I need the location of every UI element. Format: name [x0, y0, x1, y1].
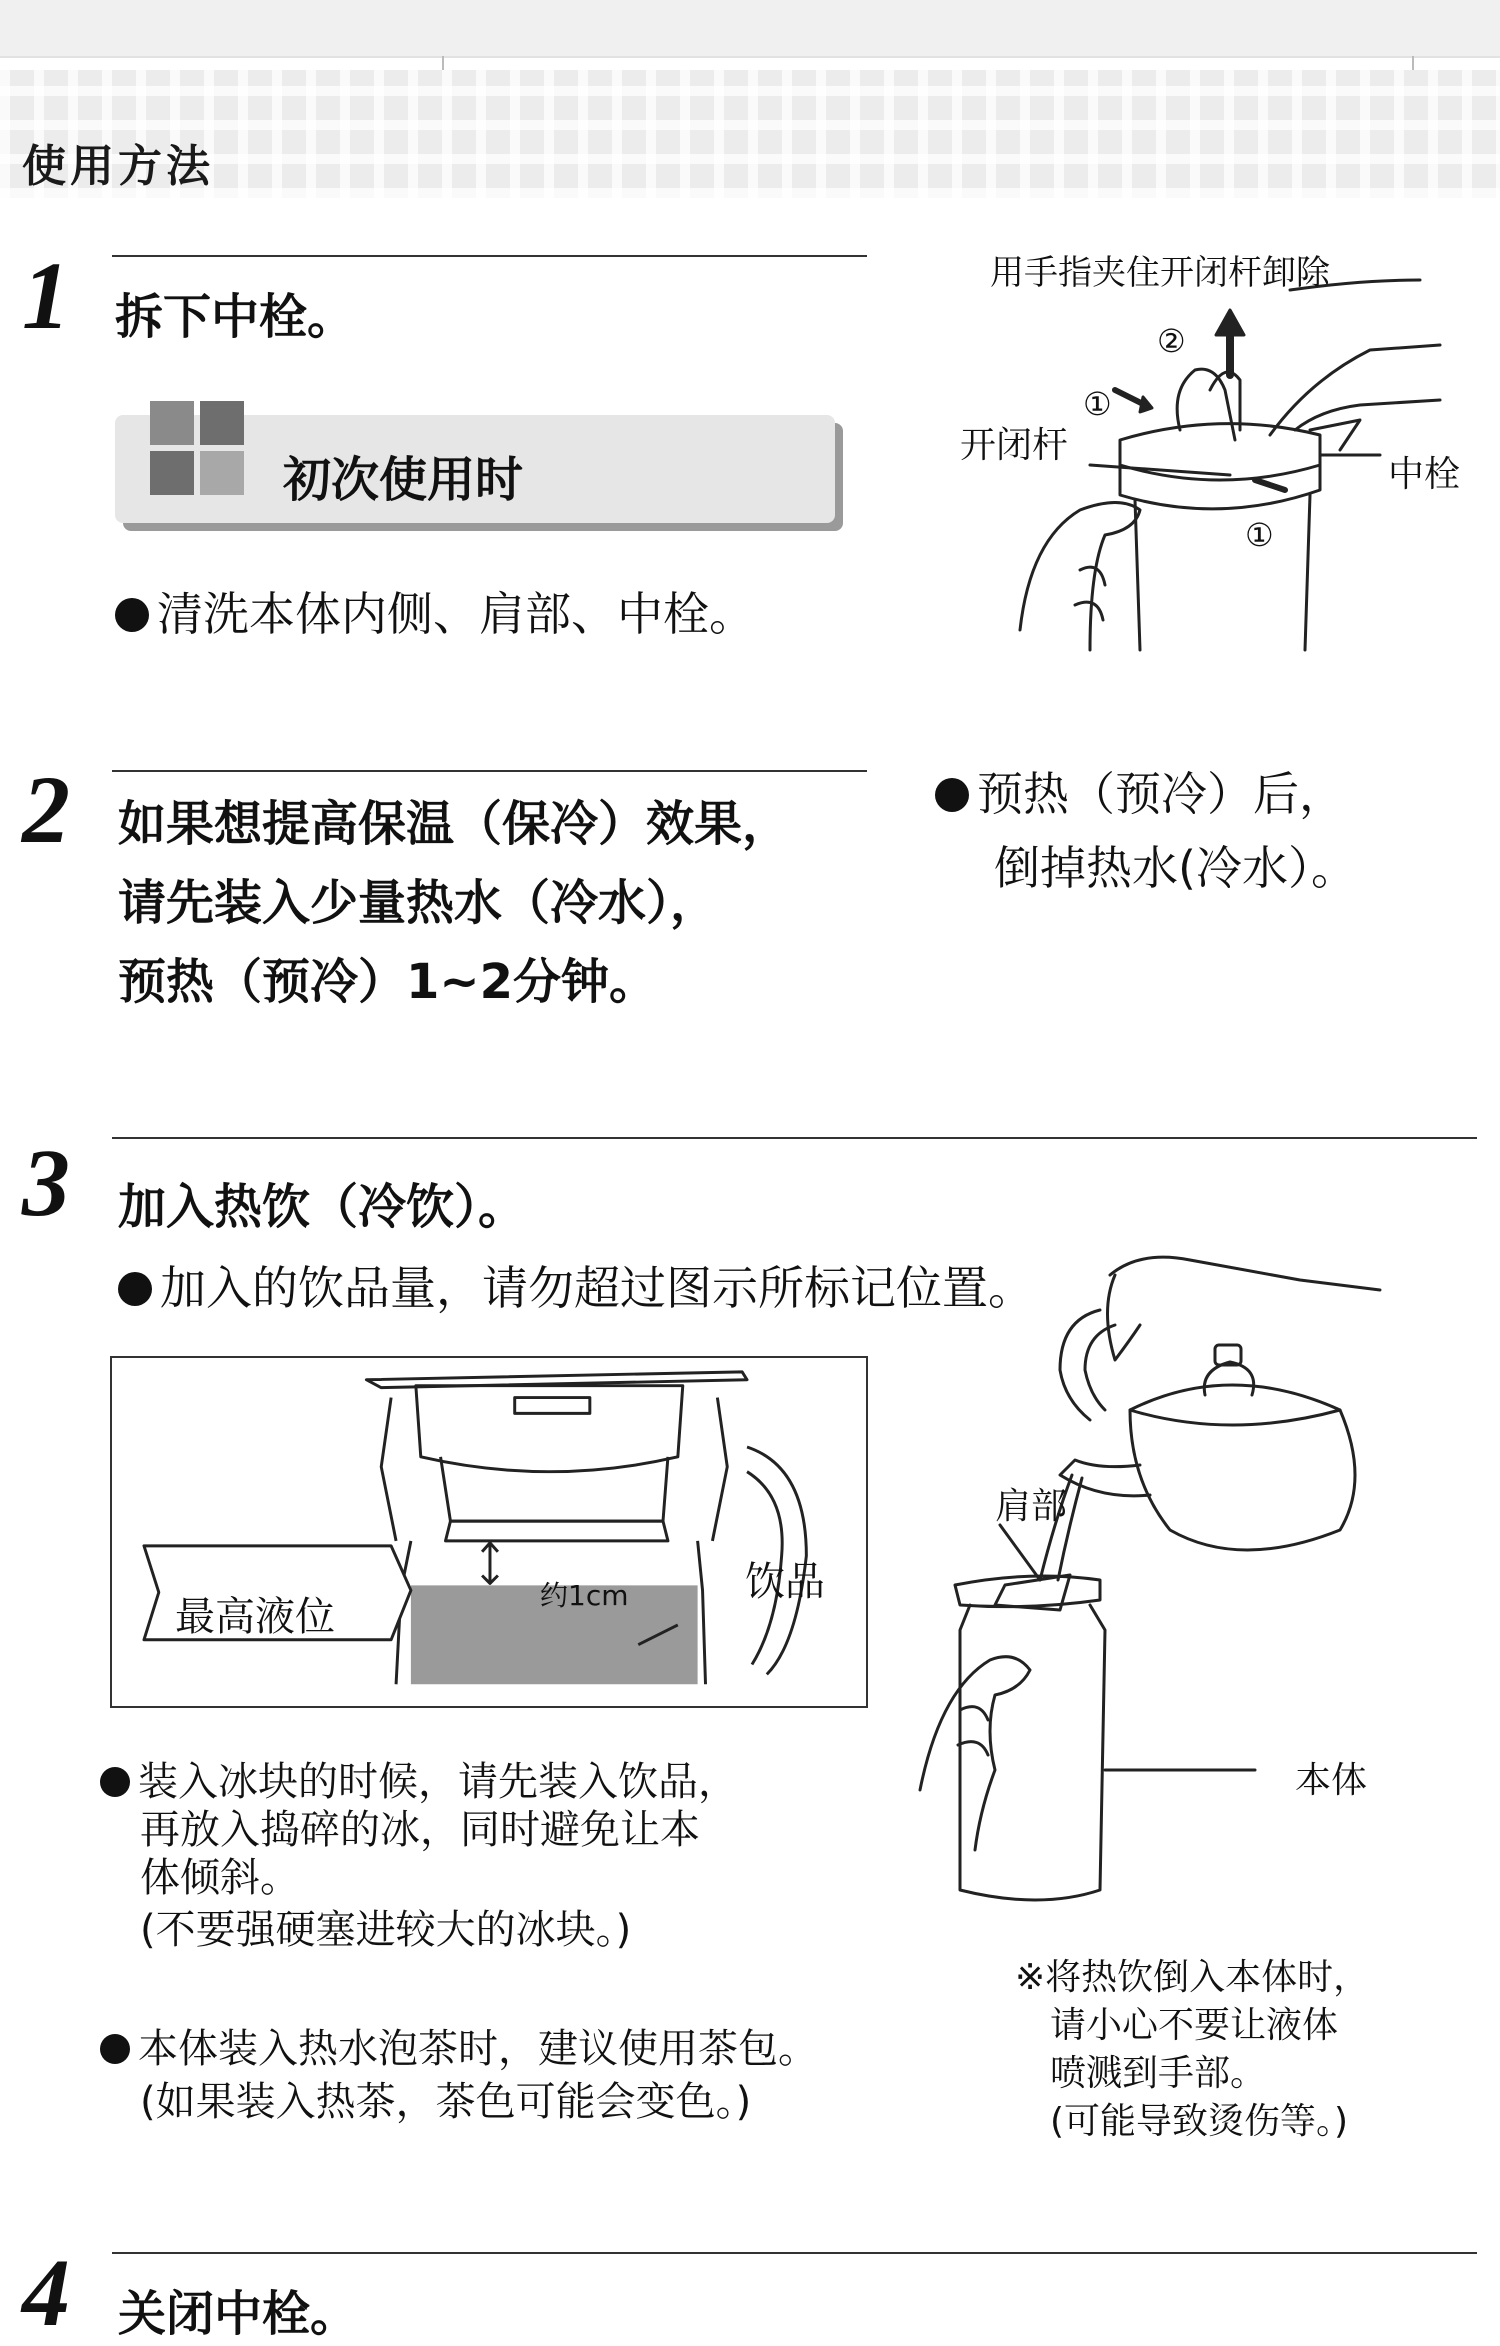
- bullet-icon: [115, 598, 149, 632]
- warning-line: 请小心不要让液体: [1050, 2005, 1339, 2046]
- step-3-heading: 加入热饮（冷饮）。: [118, 1179, 527, 1235]
- step-3-number: 3: [22, 1129, 70, 1236]
- bullet-icon: [118, 1272, 152, 1306]
- circle-2-label: ②: [1157, 322, 1186, 360]
- warning-line: ※将热饮倒入本体时，: [1015, 1957, 1370, 1998]
- diagram-caption: 用手指夹住开闭杆卸除: [990, 253, 1330, 293]
- box-square: [200, 401, 244, 445]
- circle-1-label: ①: [1083, 385, 1112, 423]
- fill-level-diagram: [110, 1356, 868, 1708]
- step-2-heading-line: 请先装入少量热水（冷水），: [118, 875, 719, 931]
- shoulder-label: 肩部: [995, 1486, 1068, 1527]
- ice-note-line: 装入冰块的时候，请先装入饮品，: [138, 1759, 738, 1805]
- step-4-heading: 关闭中栓。: [118, 2286, 359, 2342]
- step-4-number: 4: [22, 2239, 70, 2346]
- divider-tick: [442, 56, 444, 70]
- step-2-side-note-line: 倒掉热水(冷水）。: [994, 841, 1357, 895]
- step-1-heading: 拆下中栓。: [115, 289, 356, 345]
- step-2-heading-line: 如果想提高保温（保冷）效果，: [118, 796, 791, 852]
- ice-note-line: 体倾斜。: [140, 1855, 300, 1901]
- max-level-label: 最高液位: [175, 1594, 335, 1640]
- pouring-illustration: [900, 1250, 1460, 1940]
- stopper-label: 中栓: [1388, 454, 1461, 495]
- ice-note: [100, 1758, 738, 1806]
- step-2-heading-line: 预热（预冷）1~2分钟。: [118, 954, 658, 1010]
- step-2-rule: [112, 770, 867, 772]
- box-square: [150, 451, 194, 495]
- tea-note-line: (如果装入热茶，茶色可能会变色。): [140, 2079, 752, 2125]
- warning-line: 喷溅到手部。: [1050, 2053, 1267, 2094]
- step-2-number: 2: [22, 756, 70, 863]
- gap-label: 约1cm: [540, 1579, 629, 1612]
- section-title: 使用方法: [22, 141, 214, 192]
- tea-note: [100, 2025, 818, 2073]
- ice-note-line: (不要强硬塞进较大的冰块。): [140, 1907, 632, 1953]
- bullet-icon: [935, 778, 969, 812]
- divider-tick: [1412, 56, 1414, 70]
- bullet-icon: [100, 1767, 130, 1797]
- circle-1-label: ①: [1245, 516, 1274, 554]
- step-2-side-note-line: 预热（预冷）后，: [977, 767, 1345, 821]
- step-1-rule: [112, 255, 867, 257]
- step-1-number: 1: [22, 242, 70, 349]
- first-use-box: [115, 415, 835, 523]
- lever-label: 开闭杆: [960, 425, 1069, 466]
- bullet-icon: [100, 2034, 130, 2064]
- top-bar: [0, 0, 1500, 58]
- step-4-rule: [112, 2252, 1477, 2254]
- box-square: [200, 451, 244, 495]
- warning-line: (可能导致烫伤等。): [1050, 2101, 1349, 2142]
- first-use-label: 初次使用时: [283, 452, 524, 508]
- ice-note-line: 再放入捣碎的冰，同时避免让本: [140, 1807, 700, 1853]
- step-1-bullet-text: 清洗本体内侧、肩部、中栓。: [157, 587, 755, 641]
- box-square: [150, 401, 194, 445]
- step-3-bullet-text: 加入的饮品量，请勿超过图示所标记位置。: [160, 1261, 1034, 1315]
- step-1-bullet: [115, 578, 755, 644]
- section-banner: [0, 70, 1500, 198]
- tea-note-line: 本体装入热水泡茶时，建议使用茶包。: [138, 2026, 818, 2072]
- body-label: 本体: [1295, 1760, 1368, 1801]
- step-2-side-note: [935, 758, 1345, 824]
- step-3-bullet: [118, 1252, 1034, 1318]
- step-3-rule: [112, 1137, 1477, 1139]
- drink-label: 饮品: [745, 1559, 825, 1605]
